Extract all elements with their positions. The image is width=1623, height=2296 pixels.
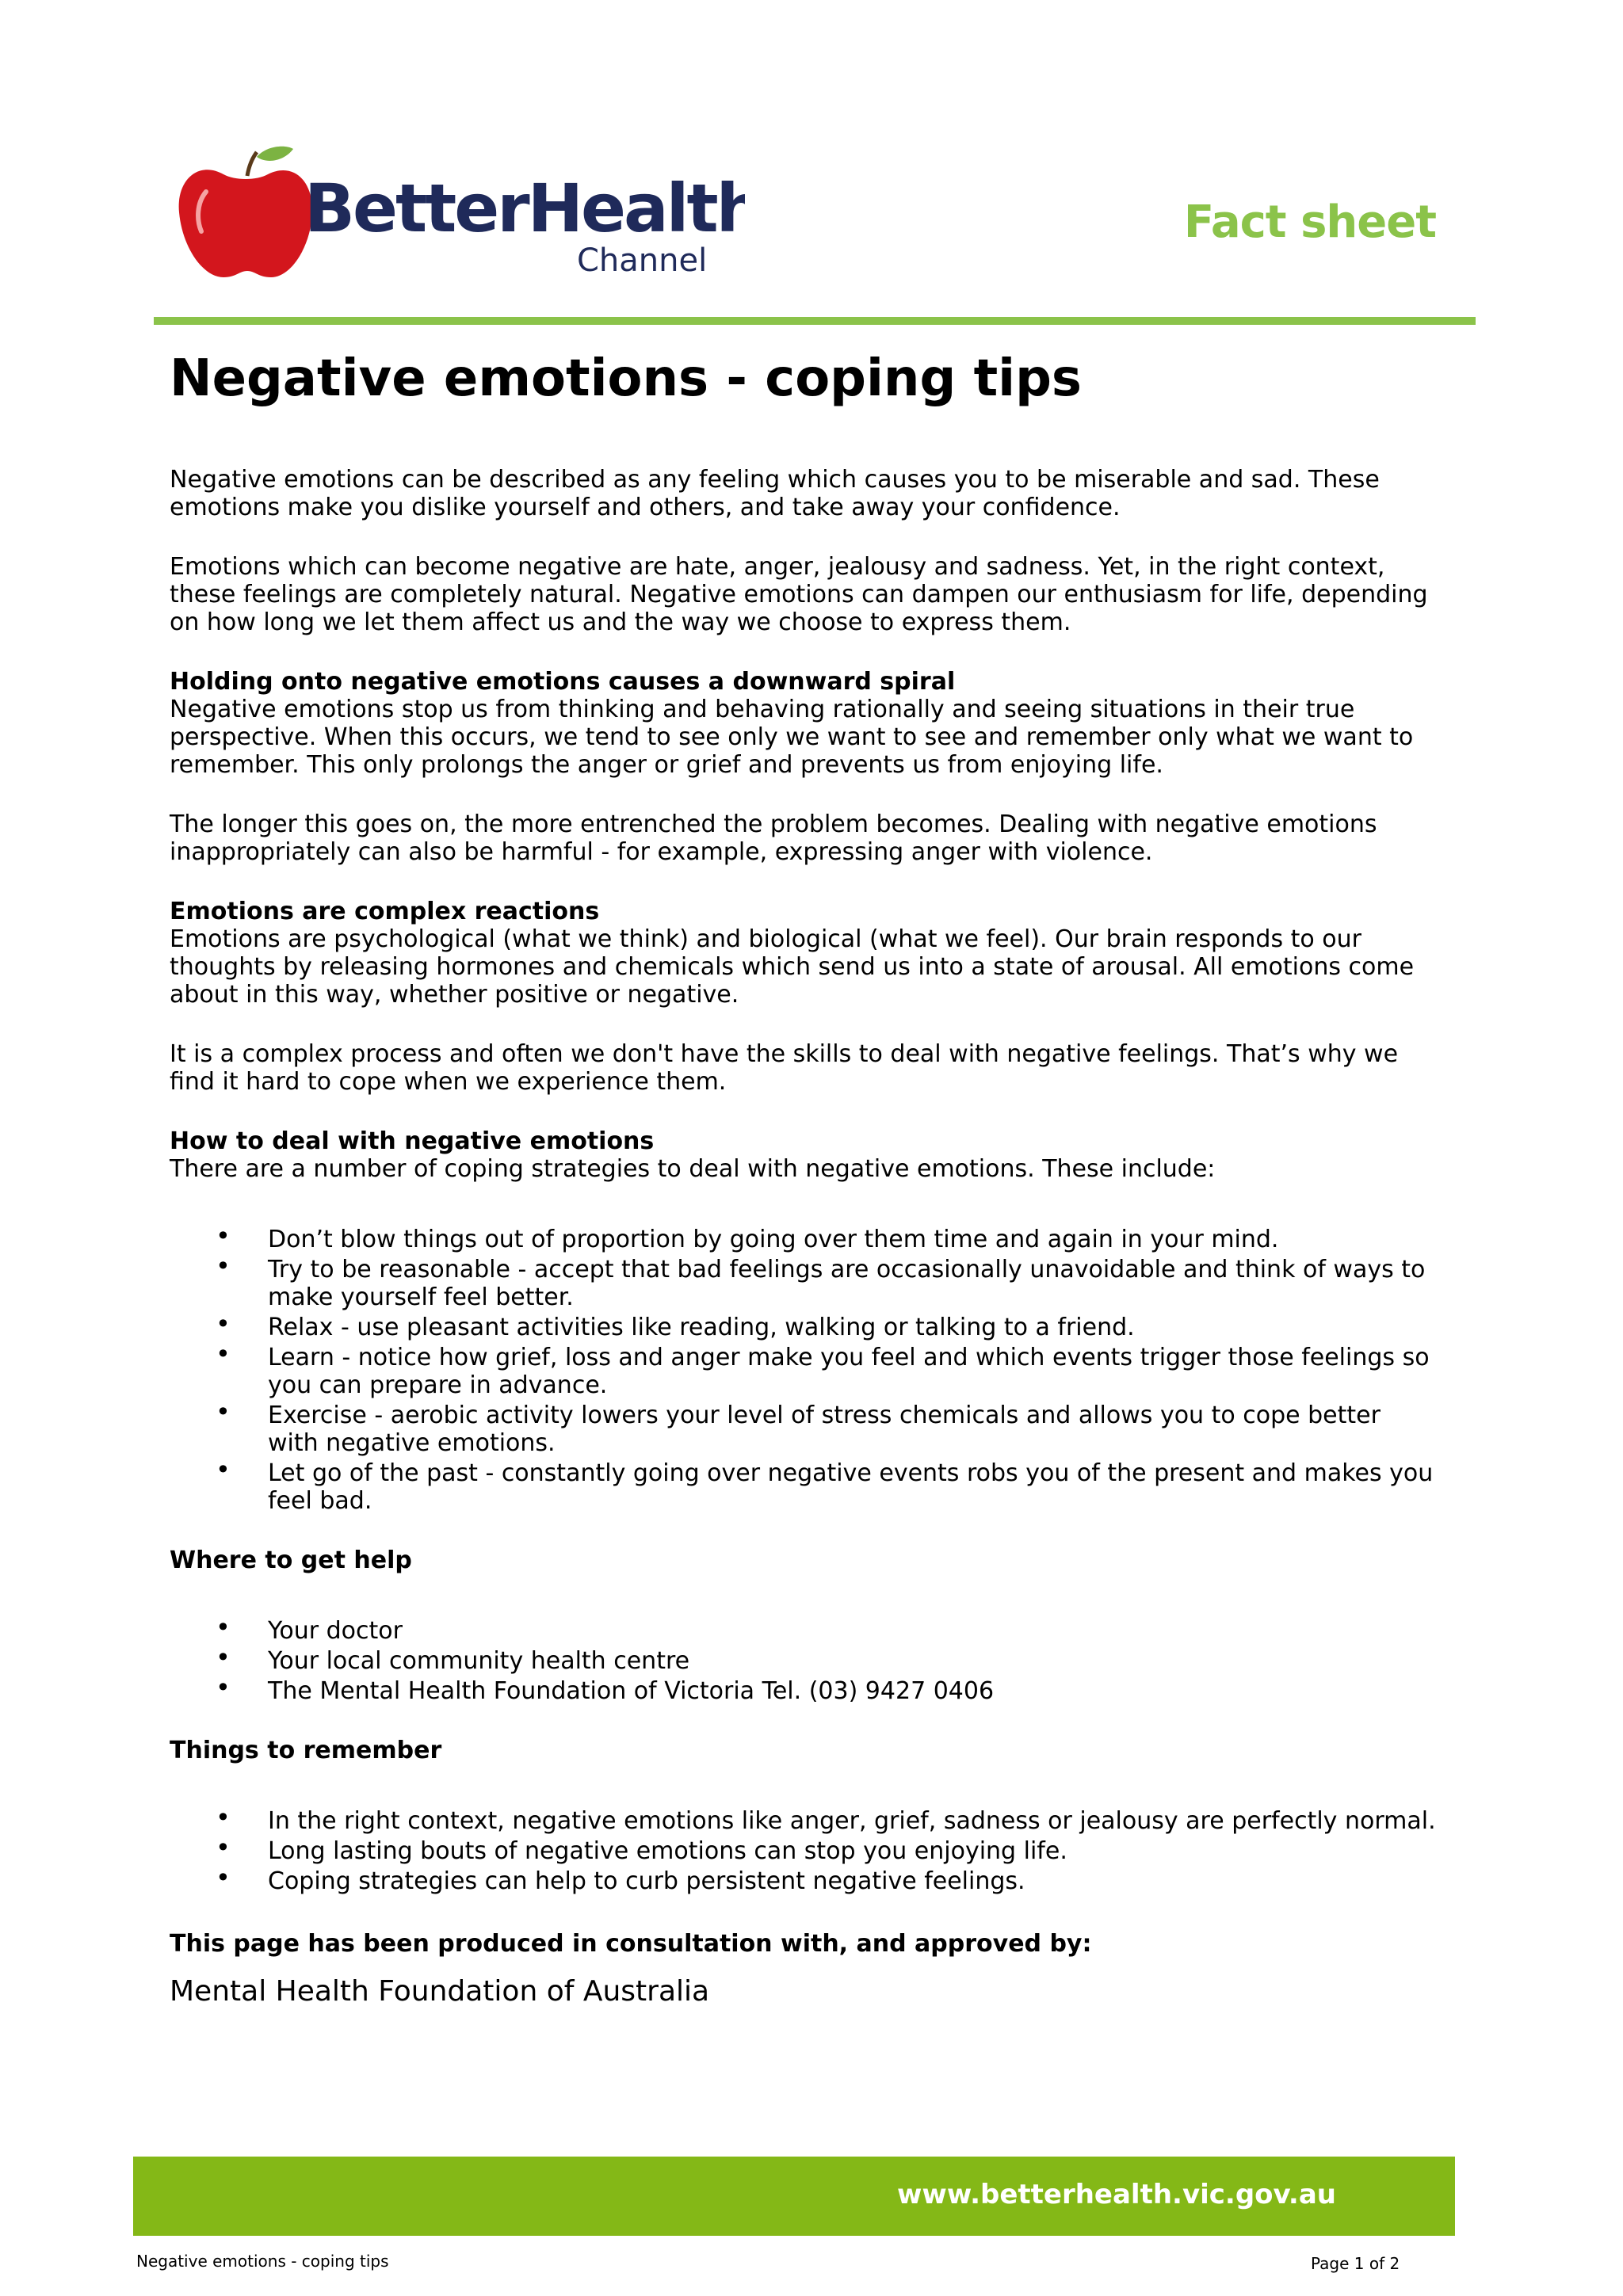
remember-heading: Things to remember [170, 1737, 442, 1764]
page-number: Page 1 of 2 [1311, 2254, 1400, 2273]
list-item: • Learn - notice how grief, loss and anger make you feel and which events trigger those feelings so you can prepare in advance. [170, 1344, 1438, 1399]
section-extra-complex-reactions: It is a complex process and often we don't have the skills to deal with negative feelings. That’s why we find it hard to cope when we experience them. [170, 1040, 1399, 1096]
logo-subtitle: Channel [577, 242, 708, 279]
apple-icon [179, 147, 312, 277]
list-item: • The Mental Health Foundation of Victoria Tel. (03) 9427 0406 [170, 1677, 1438, 1705]
footer-url-link[interactable]: www.betterhealth.vic.gov.au [897, 2179, 1336, 2210]
section-heading-how-to-deal: How to deal with negative emotions [170, 1127, 655, 1155]
list-item: • Long lasting bouts of negative emotions can stop you enjoying life. [170, 1837, 1438, 1865]
logo-wordmark: BetterHealth [304, 170, 745, 247]
section-body-downward-spiral: Negative emotions stop us from thinking and behaving rationally and seeing situations in their true perspective. When this occurs, we tend to see only we want to see and remember only what we want to remember. This only prolongs the anger or grief and prevents us from enjoying life. [170, 696, 1414, 779]
section-heading-complex-reactions: Emotions are complex reactions [170, 898, 600, 925]
intro-paragraph-1: Negative emotions can be described as any feeling which causes you to be miserable and sad. These emotions make you dislike yourself and others, and take away your confidence. [170, 466, 1380, 521]
footer-document-title: Negative emotions - coping tips [136, 2252, 389, 2271]
help-list [170, 1617, 1438, 1705]
list-item: • Exercise - aerobic activity lowers your level of stress chemicals and allows you to cope better with negative emotions. [170, 1402, 1438, 1457]
approval-heading: This page has been produced in consultation with, and approved by: [170, 1930, 1092, 1958]
fact-sheet-badge: Fact sheet [1183, 196, 1436, 248]
intro-paragraph-2: Emotions which can become negative are hate, anger, jealousy and sadness. Yet, in the right context, these feelings are completely natural. Negative emotions can dampen our enthusiasm for life, depending on how long we let them affect us and the way we choose to express them. [170, 553, 1428, 636]
page-title: Negative emotions - coping tips [170, 349, 1082, 408]
list-item: • Try to be reasonable - accept that bad feelings are occasionally unavoidable and think of ways to make yourself feel better. [170, 1256, 1438, 1311]
list-item: • Relax - use pleasant activities like reading, walking or talking to a friend. [170, 1314, 1438, 1341]
section-heading-downward-spiral: Holding onto negative emotions causes a downward spiral [170, 668, 956, 696]
footer-banner [133, 2157, 1455, 2236]
header-divider [154, 317, 1476, 325]
section-body-how-to-deal: There are a number of coping strategies to deal with negative emotions. These include: [170, 1155, 1216, 1183]
list-item: • Don’t blow things out of proportion by going over them time and again in your mind. [170, 1226, 1438, 1253]
approving-organisation: Mental Health Foundation of Australia [170, 1975, 710, 2008]
section-body-complex-reactions: Emotions are psychological (what we think) and biological (what we feel). Our brain responds to our thoughts by releasing hormones and chemicals which send us into a state of arousal. All emotions come about in this way, whether positive or negative. [170, 925, 1415, 1009]
list-item: • Your doctor [170, 1617, 1438, 1645]
better-health-logo [174, 144, 745, 287]
document-body [170, 347, 1438, 2008]
list-item: • In the right context, negative emotions like anger, grief, sadness or jealousy are perfectly normal. [170, 1807, 1438, 1835]
help-heading: Where to get help [170, 1547, 412, 1574]
coping-strategies-list [170, 1226, 1438, 1515]
remember-list [170, 1807, 1438, 1895]
list-item: • Your local community health centre [170, 1647, 1438, 1675]
list-item: • Let go of the past - constantly going over negative events robs you of the present and makes you feel bad. [170, 1459, 1438, 1515]
list-item: • Coping strategies can help to curb persistent negative feelings. [170, 1867, 1438, 1895]
section-extra-downward-spiral: The longer this goes on, the more entrenched the problem becomes. Dealing with negative emotions inappropriately can also be harmful - for example, expressing anger with violence. [170, 810, 1377, 866]
